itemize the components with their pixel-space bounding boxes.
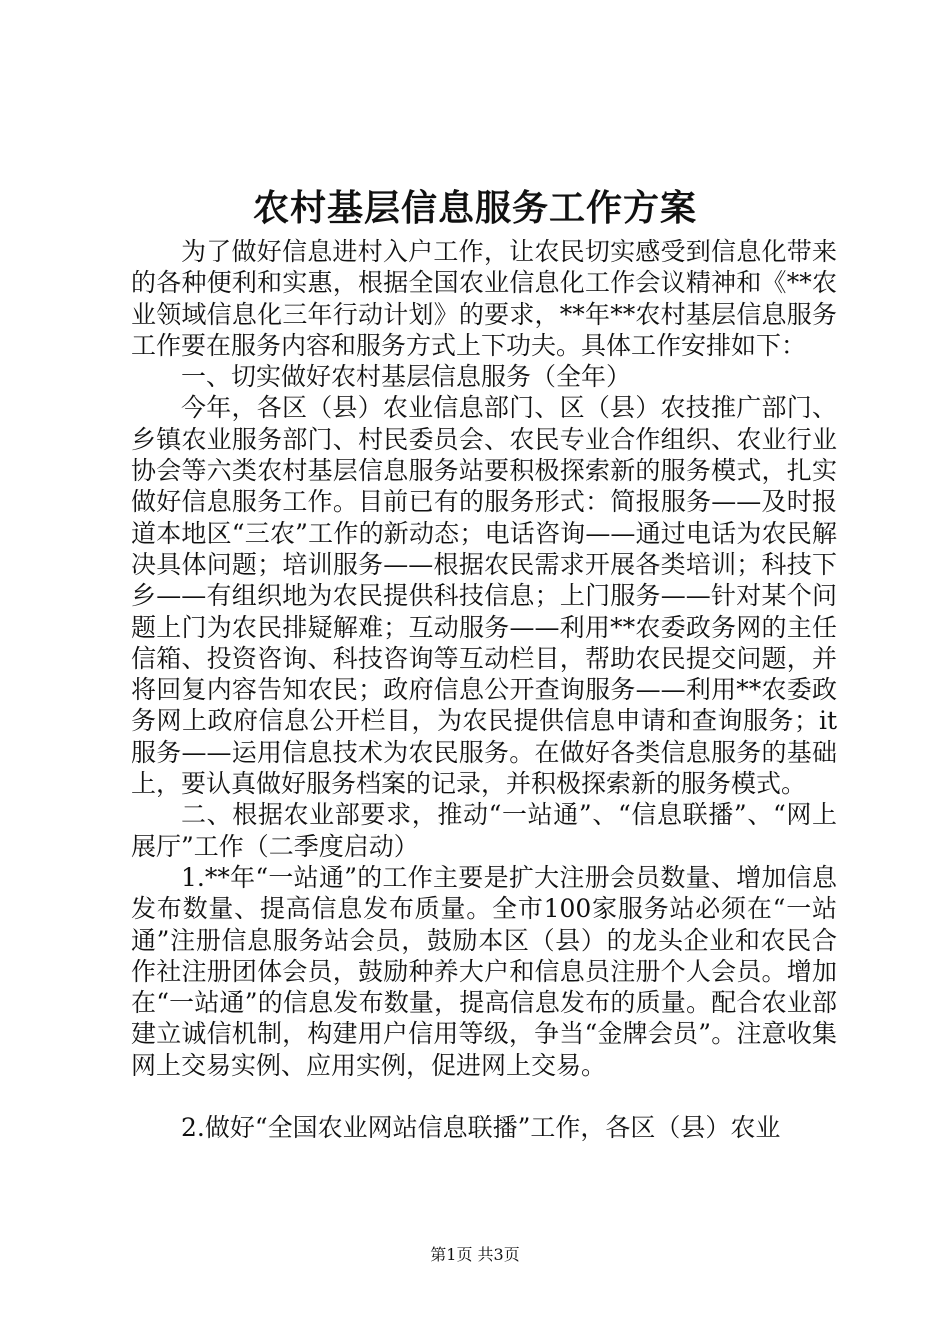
item-2-paragraph: 2.做好“全国农业网站信息联播”工作，各区（县）农业: [181, 1113, 781, 1143]
section-1-paragraph: 今年，各区（县）农业信息部门、区（县）农技推广部门、乡镇农业服务部门、村民委员会、农民专业合作组织、农业行业协会等六类农村基层信息服务站要积极探索新的服务模式，扎实做好信息服务工作。目前已有的服务形式：简报服务——及时报道本地区“三农”工作的新动态；电话咨询——通过电话为农民解决具体问题；培训服务——根据农民需求开展各类培训；科技下乡——有组织地为农民提供科技信息；上门服务——针对某个问题上门为农民排疑解难；互动服务——利用**农委政务网的主任信箱、投资咨询、科技咨询等互动栏目，帮助农民提交问题，并将回复内容告知农民；政府信息公开查询服务——利用**农委政务网上政府信息公开栏目，为农民提供信息申请和查询服务；it服务——运用信息技术为农民服务。在做好各类信息服务的基础上，要认真做好服务档案的记录，并积极探索新的服务模式。: [131, 393, 837, 799]
document-body: [131, 236, 837, 1143]
item-1-paragraph: 1.**年“一站通”的工作主要是扩大注册会员数量、增加信息发布数量、提高信息发布质量。全市100家服务站必须在“一站通”注册信息服务站会员，鼓励本区（县）的龙头企业和农民合作社注册团体会员，鼓励种养大户和信息员注册个人会员。增加在“一站通”的信息发布数量，提高信息发布的质量。配合农业部建立诚信机制，构建用户信用等级，争当“金牌会员”。注意收集网上交易实例、应用实例，促进网上交易。: [131, 862, 837, 1080]
section-heading-1: 一、切实做好农村基层信息服务（全年）: [181, 362, 632, 392]
document-title: 农村基层信息服务工作方案: [252, 187, 697, 229]
page-number: 第1页 共3页: [430, 1245, 520, 1264]
section-heading-2: 二、根据农业部要求，推动“一站通”、“信息联播”、“网上展厅”工作（二季度启动）: [131, 800, 837, 861]
intro-paragraph: 为了做好信息进村入户工作，让农民切实感受到信息化带来的各种便利和实惠，根据全国农业信息化工作会议精神和《**农业领域信息化三年行动计划》的要求，**年**农村基层信息服务工作要在服务内容和服务方式上下功夫。具体工作安排如下：: [131, 237, 837, 360]
